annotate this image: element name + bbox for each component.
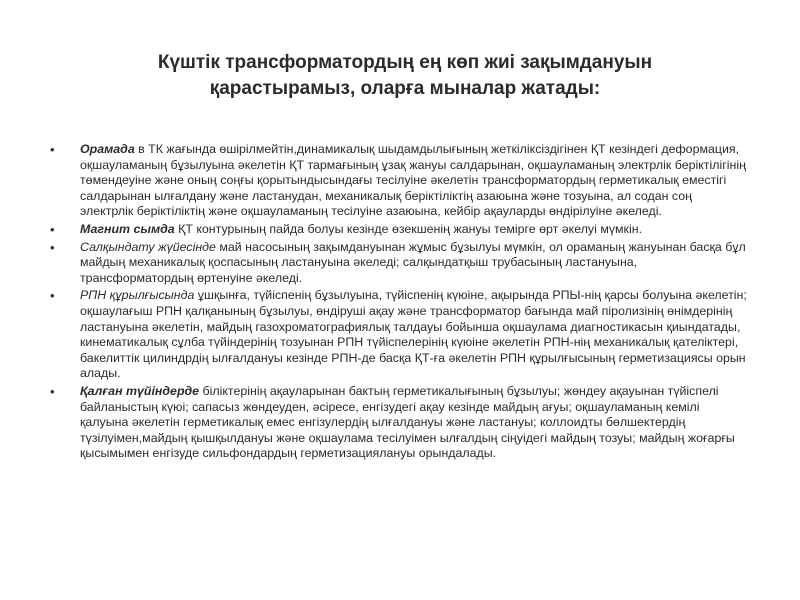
list-item — [48, 222, 748, 238]
item-lead: Салқындату жүйесінде — [80, 239, 216, 254]
item-lead: Орамада — [80, 142, 135, 156]
bullet-icon: • — [50, 288, 55, 304]
slide-title — [60, 50, 750, 102]
item-lead: РПН құрылғысында — [80, 288, 195, 303]
item-lead: Қалған түйіндерде — [80, 383, 200, 398]
title-line-2: қарастырамыз, оларға мыналар жатады: — [209, 78, 601, 99]
bullet-icon: • — [50, 142, 55, 157]
item-text: в ТК жағында өшірілмейтін,динамикалық шыдамдылығының жеткіліксіздігінен ҚТ кезіндегі деформация, оқшауламаның бұзылуына әкелетін ҚТ тармағының ұзақ жануы салдарынан, оқшауламаның электрлік беріктілігінің төмендеуіне және оның соңғы қорытындысындағы тесілуіне әкелетін трансформатордың герметикалық еместігі салдарынан ылғалдану және ластанудан, механикалық беріктіліктің азаюына және тозуына, ал содан соң электрлік беріктіліктің және оқшауламаның тесілуіне азаюына, кейбір ақауларды өндірілуіне әкеледі. — [80, 142, 746, 219]
item-lead: Магнит сымда — [80, 221, 175, 236]
list-item — [48, 288, 748, 382]
list-item — [48, 240, 748, 287]
item-text: май насосының зақымдануынан жұмыс бұзылуы мүмкін, ол ораманың жануынан басқа бұл майдың механикалық қоспасының ластануына әкеледі; салқындатқыш трубасының ластануына, трансформатордың өртенуіне әкеледі. — [80, 239, 746, 285]
title-line-1: Күштік трансформатордың ең көп жиі зақымдануын — [157, 52, 653, 73]
bullet-icon: • — [50, 221, 55, 237]
item-text: ұшқынға, түйіспенің бұзылуына, түйіспенің күюіне, ақырында РПЫ-нің қарсы болуына әкелетін; оқшаулағыш РПН қалқанының бұзылуы, өндіруші ақау және трансформатор бағында май піролизінің өнімдерінің ластануына әкелетін, майдың газохроматографиялық талдауы бойынша оқшаулама диагностикасын қиындатады, кинематикалық сұлба түйіндерінің тозуынан РПН түйіспелерінің күюіне әкелетін РПН-нің механикалық қателіктері, бакелиттік цилиндрдің ылғалдануы кезінде РПН-де басқа ҚТ-ға әкелетін РПН құрылғысының герметизациясы орын алады. — [80, 288, 747, 381]
list-item — [48, 384, 748, 462]
item-text: ҚТ контурының пайда болуы кезінде өзекшенің жануы темірге өрт әкелуі мүмкін. — [174, 221, 643, 236]
bullet-list — [48, 142, 748, 464]
bullet-icon: • — [50, 239, 55, 255]
item-text: біліктерінің ақауларынан бактың герметикалығының бұзылуы; жөндеу ақауынан түйіспелі байланыстың күюі; сапасыз жөндеуден, әсіресе, енгізудегі ақау кезінде майдың ағуы; оқшауламаның кемілі қалуына әкелетін герметикалық емес енгізулердің ылғалдануы және ластануы; коллоидты бөлшектердің түзілуімен,майдың қышқылдануы және оқшаулама тесілуімен ылғалдың сіңуідегі майдың тозуы; майдың жоғарғы қысымымен енгізуде сильфондардың герметизациялануы орындалады. — [80, 383, 735, 461]
list-item — [48, 142, 748, 220]
bullet-icon: • — [50, 383, 55, 399]
